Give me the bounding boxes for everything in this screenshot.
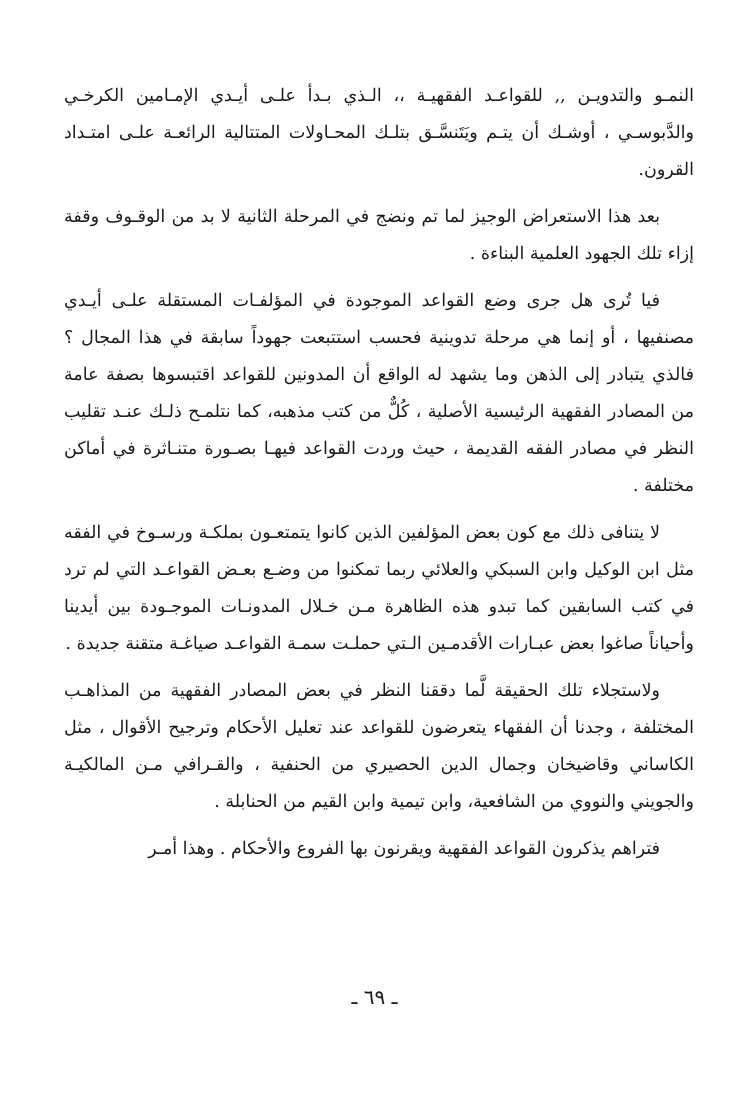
paragraph-3: فيا تُرى هل جرى وضع القواعد الموجودة في المؤلفـات المستقلة علـى أيـدي مصنفيها ، أو إنما هي مرحلة تدوينية فحسب استتبعت جهوداً سابقة في هذا المجال ؟ فالذي يتبادر إلى الذهن وما يشهد له الواقع أن المدونين للقواعد اقتبسوها بصفة عامة من المصادر الفقهية الرئيسية الأصلية ، كُلٌّ من كتب مذهبه، كما نتلمـح ذلـك عنـد تقليب النظر في مصادر الفقه القديمة ، حيث وردت القواعد فيهـا بصـورة متنـاثرة في أماكن مختلفة . [64, 291, 694, 496]
paragraph-1: النمـو والتدويـن ,, للقواعـد الفقهيـة ،، الـذي بـدأ علـى أيـدي الإمـامين الكرخـي والدَّبوسـي ، أوشـك أن يتـم ويَتَنسَّـق بتلـك المحـاولات المتتالية الرائعـة علـى امتـداد القرون. [64, 86, 694, 180]
page-number: ـ ٦٩ ـ [351, 985, 398, 1009]
paragraph-2: بعد هذا الاستعراض الوجيز لما تم ونضج في المرحلة الثانية لا بد من الوقـوف وقفة إزاء تلك الجهود العلمية البناءة . [64, 207, 694, 264]
paragraph-6: فتراهم يذكرون القواعد الفقهية ويقرنون بها الفروع والأحكام . وهذا أمـر [148, 839, 660, 859]
paragraph-5: ولاستجلاء تلك الحقيقة لَّما دققنا النظر في بعض المصادر الفقهية من المذاهـب المختلفة ، وجدنا أن الفقهاء يتعرضون للقواعد عند تعليل الأحكام وترجيح الأقوال ، مثل الكاساني وقاضيخان وجمال الدين الحصيري من الحنفية ، والقـرافي مـن المالكيـة والجويني والنووي من الشافعية، وابن تيمية وابن القيم من الحنابلة . [64, 681, 694, 812]
page-body [64, 78, 694, 868]
paragraph-4: لا يتنافى ذلك مع كون بعض المؤلفين الذين كانوا يتمتعـون بملكـة ورسـوخ في الفقه مثل ابن الوكيل وابن السبكي والعلائي ربما تمكنوا من وضـع بعـض القواعـد التي لم ترد في كتب السابقين كما تبدو هذه الظاهرة مـن خـلال المدونـات الموجـودة بين أيدينا وأحياناً صاغوا بعض عبـارات الأقدمـين الـتي حملـت سمـة القواعـد صياغـة متقنة جديدة . [64, 523, 694, 654]
